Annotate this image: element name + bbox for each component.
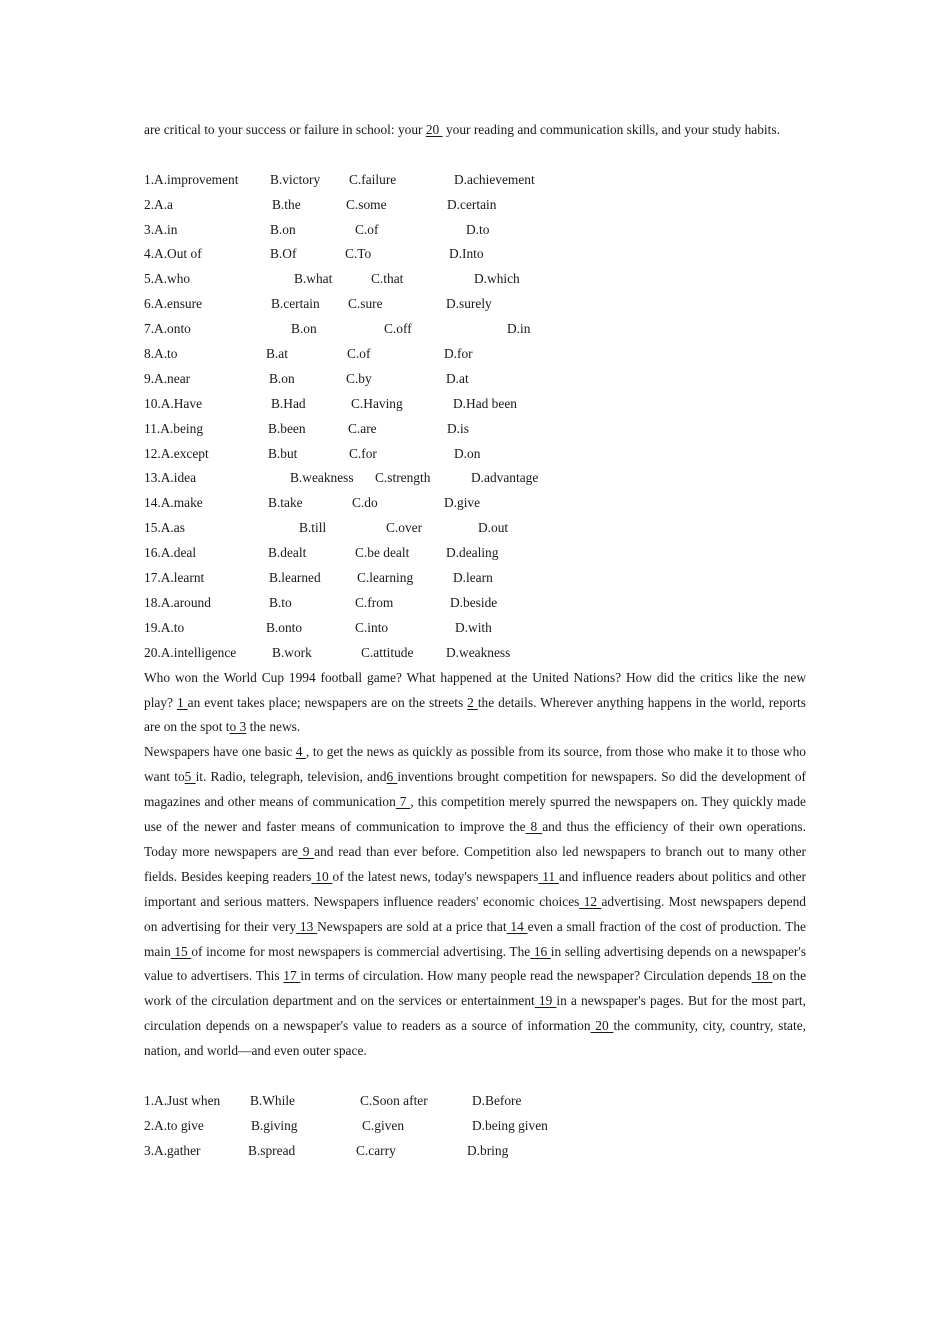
passage-question-option: D.bring xyxy=(467,1142,509,1158)
question-option: C.by xyxy=(346,370,372,386)
blank: 20 xyxy=(590,1018,614,1034)
question-option: 19.A.to xyxy=(144,619,185,635)
passage-question-option: C.given xyxy=(362,1117,405,1133)
question-option: B.been xyxy=(268,420,306,436)
passage-text: it. Radio, telegraph, television, and xyxy=(195,769,387,785)
blank: 1 xyxy=(176,694,188,710)
question-option: B.on xyxy=(291,321,317,337)
question-row-12 xyxy=(144,442,806,467)
blank: 13 xyxy=(296,918,318,934)
question-option: C.off xyxy=(384,321,412,337)
question-option: 20.A.intelligence xyxy=(144,644,237,660)
question-option: D.is xyxy=(447,420,469,436)
question-row-13 xyxy=(144,466,806,491)
passage-text: and thus the efficiency of their own operations. Today more newspapers are xyxy=(144,819,806,859)
question-option: B.at xyxy=(266,346,288,362)
blank: 2 xyxy=(467,694,478,710)
question-option: D.for xyxy=(444,346,473,362)
question-row-14 xyxy=(144,491,806,516)
passage-text: in selling advertising depends on a newspaper's value to advertisers. This xyxy=(144,943,806,984)
passage-text: Who won the World Cup 1994 football game? What happened at the United Nations? How did the critics like the new play? xyxy=(144,669,806,710)
passage-question-option: D.Before xyxy=(472,1093,522,1108)
passage-question-option: B.giving xyxy=(251,1117,298,1133)
blank: 8 xyxy=(525,819,543,835)
question-option: 3.A.in xyxy=(144,221,178,237)
question-row-4 xyxy=(144,242,806,267)
question-option: 16.A.deal xyxy=(144,545,197,561)
question-option: 5.A.who xyxy=(144,271,191,287)
question-option: B.till xyxy=(299,520,327,536)
blank: 18 xyxy=(751,968,773,984)
question-row-2 xyxy=(144,193,806,218)
blank: 12 xyxy=(579,893,602,909)
question-option: D.out xyxy=(478,520,509,536)
question-option: 9.A.near xyxy=(144,370,191,386)
passage-question-option: C.Soon after xyxy=(360,1093,428,1108)
question-option: B.the xyxy=(272,196,301,212)
passage-text: Newspapers have one basic xyxy=(144,744,296,760)
blank: 10 xyxy=(311,868,333,884)
question-option: 17.A.learnt xyxy=(144,570,205,586)
question-row-10 xyxy=(144,392,806,417)
question-row-5 xyxy=(144,267,806,292)
question-option: 1.A.improvement xyxy=(144,171,239,187)
passage-text: of income for most newspapers is commercial advertising. The xyxy=(191,943,531,959)
question-option: B.take xyxy=(268,495,303,511)
question-option: D.beside xyxy=(450,594,498,610)
question-option: C.from xyxy=(355,594,394,610)
question-option: D.with xyxy=(455,619,492,635)
passage-question-row-1 xyxy=(144,1089,806,1114)
question-option: B.dealt xyxy=(268,545,307,561)
passage-text: the news. xyxy=(246,719,301,735)
question-option: B.work xyxy=(272,644,312,660)
passage-question-option: B.While xyxy=(250,1093,295,1108)
question-option: B.learned xyxy=(269,570,321,586)
passage-question-option: 3.A.gather xyxy=(144,1142,201,1158)
question-option: B.Of xyxy=(270,246,297,262)
question-option: C.some xyxy=(346,196,387,212)
question-row-18 xyxy=(144,591,806,616)
question-option: 4.A.Out of xyxy=(144,246,202,262)
blank: 7 xyxy=(395,794,411,810)
passage-paragraph-2 xyxy=(144,740,806,1064)
question-option: C.over xyxy=(386,520,423,536)
question-row-20 xyxy=(144,641,806,666)
question-option: C.that xyxy=(371,271,404,287)
question-option: C.for xyxy=(349,445,377,461)
question-option: 2.A.a xyxy=(144,196,174,212)
passage-text: in terms of circulation. How many people read the newspaper? Circulation depends xyxy=(300,968,752,984)
question-option: 18.A.around xyxy=(144,594,211,610)
question-option: C.sure xyxy=(348,296,383,312)
question-option: B.what xyxy=(294,271,333,287)
question-row-6 xyxy=(144,292,806,317)
question-option: C.failure xyxy=(349,171,397,187)
question-option: B.on xyxy=(269,370,295,386)
question-option: 12.A.except xyxy=(144,445,209,461)
question-option: C.be dealt xyxy=(355,545,410,561)
question-option: D.advantage xyxy=(471,470,539,486)
passage-question-option: B.spread xyxy=(248,1142,296,1158)
passage-text: and read than ever before. Competition also led newspapers to branch out to many other fields. Besides keeping readers xyxy=(144,843,806,884)
blank: 15 xyxy=(170,943,192,959)
document-page xyxy=(144,118,806,1164)
question-option: 8.A.to xyxy=(144,346,178,362)
question-row-19 xyxy=(144,616,806,641)
question-option: 6.A.ensure xyxy=(144,296,203,312)
question-option: B.but xyxy=(268,445,298,461)
question-option: B.onto xyxy=(266,619,303,635)
question-option: 14.A.make xyxy=(144,495,203,511)
question-option: B.to xyxy=(269,594,292,610)
question-option: 13.A.idea xyxy=(144,470,197,486)
question-option: C.into xyxy=(355,619,389,635)
question-option: C.of xyxy=(355,221,379,237)
question-row-17 xyxy=(144,566,806,591)
options-list-2 xyxy=(144,1089,806,1164)
question-option: D.Had been xyxy=(453,395,517,411)
passage-text: inventions brought competition for newspapers. So did the development of magazines and other means of communication xyxy=(144,769,806,810)
question-option: 7.A.onto xyxy=(144,321,191,337)
question-option: D.in xyxy=(507,321,531,337)
intro-paragraph: are critical to your success or failure in school: your 20 your reading and communication skills, and your study habits. xyxy=(144,122,780,137)
question-option: C.of xyxy=(347,346,371,362)
blank: 16 xyxy=(530,943,551,959)
passage-question-option: 2.A.to give xyxy=(144,1117,204,1133)
question-option: D.to xyxy=(466,221,490,237)
question-option: D.dealing xyxy=(446,545,499,561)
question-option: 10.A.Have xyxy=(144,395,203,411)
passage-question-option: C.carry xyxy=(356,1142,396,1158)
passage-question-option: D.being given xyxy=(472,1117,548,1133)
blank: 11 xyxy=(538,868,559,884)
blank: 17 xyxy=(283,968,301,984)
passage-text: Newspapers are sold at a price that xyxy=(317,918,507,934)
blank: 5 xyxy=(184,769,196,785)
passage-text: the community, city, country, state, nation, and world—and even outer space. xyxy=(144,1018,807,1059)
passage-text: on the work of the circulation department and on the services or entertainment xyxy=(144,968,807,1009)
question-option: B.certain xyxy=(271,296,320,312)
blank: 6 xyxy=(386,769,398,785)
question-option: B.on xyxy=(270,221,296,237)
passage-text: of the latest news, today's newspapers xyxy=(332,868,539,884)
blank: 14 xyxy=(506,918,528,934)
question-option: D.at xyxy=(446,370,469,386)
blank-20: 20 xyxy=(425,122,443,137)
passage-paragraph-1 xyxy=(144,666,806,741)
question-option: C.attitude xyxy=(361,644,414,660)
question-option: D.Into xyxy=(449,246,484,262)
passage-text: an event takes place; newspapers are on the streets xyxy=(187,694,468,710)
question-row-16 xyxy=(144,541,806,566)
question-option: C.Having xyxy=(351,395,403,411)
question-option: B.victory xyxy=(270,171,321,187)
question-option: D.learn xyxy=(453,570,493,586)
question-option: C.To xyxy=(345,246,372,262)
passage-question-row-3 xyxy=(144,1139,806,1164)
question-row-11 xyxy=(144,417,806,442)
question-row-15 xyxy=(144,516,806,541)
question-option: D.certain xyxy=(447,196,497,212)
question-option: C.strength xyxy=(375,470,431,486)
question-option: D.surely xyxy=(446,296,492,312)
passage-text: even a small fraction of the cost of production. The main xyxy=(144,918,806,959)
blank: 4 xyxy=(295,744,306,760)
question-row-9 xyxy=(144,367,806,392)
passage-text: and influence readers about politics and other important and serious matters. Newspapers influence readers' economic choices xyxy=(144,868,806,909)
passage-text: in a newspaper's pages. But for the most part, circulation depends on a newspaper's value to readers as a source of information xyxy=(144,993,806,1034)
question-option: D.achievement xyxy=(454,171,535,187)
question-option: B.weakness xyxy=(290,470,354,486)
question-row-7 xyxy=(144,317,806,342)
question-option: 15.A.as xyxy=(144,520,185,536)
question-option: D.give xyxy=(444,495,481,511)
question-option: D.weakness xyxy=(446,644,511,660)
blank: o 3 xyxy=(229,719,247,735)
passage-text: , this competition merely spurred the newspapers on. They quickly made use of the newer and faster means of communication to improve the xyxy=(144,794,806,835)
question-option: 11.A.being xyxy=(144,420,204,436)
passage-question-row-2 xyxy=(144,1114,806,1139)
passage-text: the details. Wherever anything happens in the world, reports are on the spot t xyxy=(144,694,806,735)
question-option: C.are xyxy=(348,420,377,436)
passage-text: advertising. Most newspapers depend on advertising for their very xyxy=(144,893,806,934)
blank: 19 xyxy=(534,993,557,1009)
passage-text: , to get the news as quickly as possible from its source, from those who make it to those who want to xyxy=(144,744,806,785)
question-option: B.Had xyxy=(271,395,306,411)
question-row-8 xyxy=(144,342,806,367)
question-row-1 xyxy=(144,168,806,193)
question-option: C.learning xyxy=(357,570,414,586)
question-option: D.on xyxy=(454,445,481,461)
question-row-3 xyxy=(144,218,806,243)
options-list-1 xyxy=(144,168,806,666)
question-option: D.which xyxy=(474,271,520,287)
passage-question-option: 1.A.Just when xyxy=(144,1093,221,1108)
question-option: C.do xyxy=(352,495,378,511)
blank: 9 xyxy=(297,843,315,859)
